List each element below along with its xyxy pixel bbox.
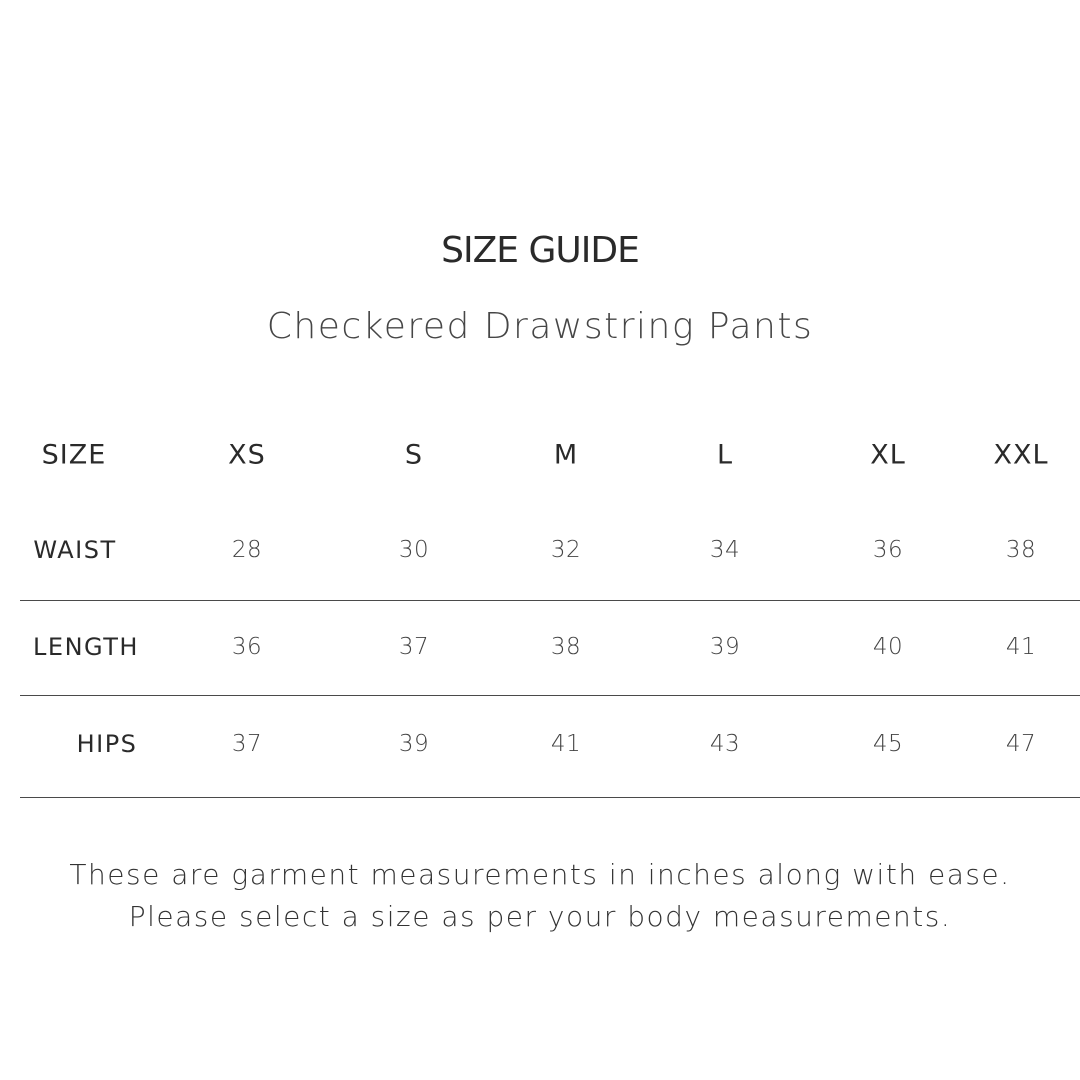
table-cell: 45 — [872, 731, 904, 757]
row-divider — [20, 695, 1080, 696]
row-label-waist: WAIST — [33, 536, 117, 564]
size-header-s: S — [404, 439, 424, 471]
row-divider — [20, 797, 1080, 798]
size-header-xl: XL — [870, 439, 906, 471]
table-cell: 30 — [398, 537, 430, 563]
product-name: Checkered Drawstring Pants — [266, 306, 814, 347]
page-title: SIZE GUIDE — [441, 230, 639, 271]
table-cell: 39 — [709, 634, 741, 660]
row-label-length: LENGTH — [33, 633, 139, 661]
measurement-note-line-1: These are garment measurements in inches along with ease. — [69, 858, 1011, 891]
table-cell: 38 — [550, 634, 582, 660]
size-header-m: M — [553, 439, 579, 471]
table-cell: 47 — [1005, 731, 1037, 757]
table-cell: 36 — [231, 634, 263, 660]
table-cell: 34 — [709, 537, 741, 563]
size-header-xs: XS — [228, 439, 266, 471]
table-cell: 39 — [398, 731, 430, 757]
table-cell: 28 — [231, 537, 263, 563]
table-cell: 43 — [709, 731, 741, 757]
size-header-label: SIZE — [41, 439, 107, 471]
size-header-l: L — [716, 439, 734, 471]
table-cell: 41 — [1005, 634, 1037, 660]
table-cell: 41 — [550, 731, 582, 757]
table-cell: 40 — [872, 634, 904, 660]
measurement-note-line-2: Please select a size as per your body measurements. — [128, 900, 952, 933]
size-header-xxl: XXL — [993, 439, 1049, 471]
table-cell: 38 — [1005, 537, 1037, 563]
table-cell: 32 — [550, 537, 582, 563]
row-divider — [20, 600, 1080, 601]
table-cell: 37 — [398, 634, 430, 660]
row-label-hips: HIPS — [76, 730, 138, 758]
table-cell: 37 — [231, 731, 263, 757]
table-cell: 36 — [872, 537, 904, 563]
